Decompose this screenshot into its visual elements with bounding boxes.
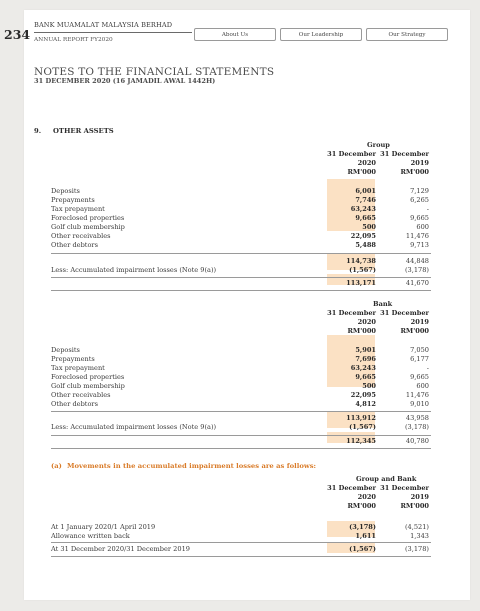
table-cell-2019: 7,050 [410, 346, 429, 354]
table-cell-2020: 63,243 [350, 364, 376, 372]
table-cell-2020: 22,095 [350, 391, 376, 399]
table-row-label: Tax prepayment [51, 364, 105, 372]
table-row-label: Golf club membership [51, 382, 125, 390]
table-row-label: Tax prepayment [51, 205, 105, 213]
movement-total-label: At 31 December 2020/31 December 2019 [51, 545, 190, 553]
table-cell-2019: 1,343 [410, 532, 429, 540]
table-cell-2020: 63,243 [350, 205, 376, 213]
table-row-label: Other receivables [51, 391, 111, 399]
table-cell-2019: 600 [416, 382, 429, 390]
group-less-2020: (1,567) [349, 266, 376, 274]
group-entity-header: Group [367, 141, 390, 149]
group-total-2020: 113,171 [346, 279, 376, 287]
bank-col1-unit: RM'000 [347, 327, 376, 335]
movement-col2-line1: 31 December [380, 484, 429, 492]
page-title: NOTES TO THE FINANCIAL STATEMENTS [34, 66, 275, 78]
bank-less-2019: (3,178) [404, 423, 429, 431]
bank-subtotal-2020: 113,912 [346, 414, 376, 422]
bank-col2-unit: RM'000 [400, 327, 429, 335]
table-cell-2020: 9,665 [355, 373, 376, 381]
group-total-2019: 41,670 [405, 279, 429, 287]
bank-total-2020: 112,345 [346, 437, 376, 445]
table-row-label: Allowance written back [51, 532, 130, 540]
report-name: ANNUAL REPORT FY2020 [34, 37, 113, 43]
nav-about-us-button[interactable]: About Us [194, 28, 276, 41]
group-less-2019: (3,178) [404, 266, 429, 274]
movement-col1-unit: RM'000 [347, 502, 376, 510]
group-subtotal-2019: 44,848 [405, 257, 429, 265]
group-col2-line1: 31 December [380, 150, 429, 158]
group-end-rule [51, 290, 431, 291]
group-total-rule [51, 277, 431, 278]
group-subtotal-2020: 114,738 [346, 257, 376, 265]
bank-subtotal-rule [51, 411, 431, 412]
bank-col1-line1: 31 December [327, 309, 376, 317]
bank-total-rule [51, 435, 431, 436]
table-cell-2019: (4,521) [404, 523, 429, 531]
bank-col1-year: 2020 [357, 318, 376, 326]
table-row-label: Foreclosed properties [51, 214, 125, 222]
table-cell-2020: 1,611 [355, 532, 376, 540]
table-cell-2020: 500 [362, 223, 376, 231]
page-subtitle: 31 DECEMBER 2020 (16 JAMADIL AWAL 1442H) [34, 77, 216, 85]
header-divider [34, 32, 192, 33]
table-row-label: Other receivables [51, 232, 111, 240]
bank-col2-line1: 31 December [380, 309, 429, 317]
bank-less-2020: (1,567) [349, 423, 376, 431]
group-less-label: Less: Accumulated impairment losses (Note 9(a)) [51, 266, 217, 274]
table-row-label: Other debtors [51, 400, 98, 408]
table-cell-2019: 9,010 [410, 400, 429, 408]
bank-col2-year: 2019 [410, 318, 429, 326]
movement-total-rule [51, 542, 431, 543]
group-col2-year: 2019 [410, 159, 429, 167]
bank-end-rule [51, 448, 431, 449]
group-col1-line1: 31 December [327, 150, 376, 158]
table-row-label: Deposits [51, 187, 80, 195]
movement-col2-unit: RM'000 [400, 502, 429, 510]
table-cell-2019: 6,265 [410, 196, 429, 204]
page-number: 234 [4, 27, 31, 42]
table-cell-2020: 5,488 [355, 241, 376, 249]
nav-our-strategy-button[interactable]: Our Strategy [366, 28, 448, 41]
table-cell-2020: 5,901 [355, 346, 376, 354]
group-col2-unit: RM'000 [400, 168, 429, 176]
table-cell-2019: 7,129 [410, 187, 429, 195]
table-cell-2019: 9,665 [410, 373, 429, 381]
table-row-label: Prepayments [51, 196, 95, 204]
group-subtotal-rule [51, 253, 431, 254]
bank-entity-header: Bank [373, 300, 393, 308]
table-cell-2020: 500 [362, 382, 376, 390]
table-row-label: Prepayments [51, 355, 95, 363]
table-row-label: At 1 January 2020/1 April 2019 [51, 523, 156, 531]
table-cell-2020: 6,001 [355, 187, 376, 195]
report-page [24, 10, 470, 600]
table-cell-2019: - [426, 364, 429, 372]
bank-less-label: Less: Accumulated impairment losses (Note 9(a)) [51, 423, 217, 431]
movement-col2-year: 2019 [410, 493, 429, 501]
table-cell-2020: 4,812 [355, 400, 376, 408]
nav-our-leadership-button[interactable]: Our Leadership [280, 28, 362, 41]
table-cell-2019: 600 [416, 223, 429, 231]
bank-total-2019: 40,780 [405, 437, 429, 445]
table-cell-2019: 11,476 [405, 232, 429, 240]
table-cell-2020: 7,746 [355, 196, 376, 204]
table-row-label: Golf club membership [51, 223, 125, 231]
table-row-label: Foreclosed properties [51, 373, 125, 381]
movement-end-rule [51, 556, 431, 557]
table-cell-2019: 9,713 [410, 241, 429, 249]
note-a-label: (a) [51, 462, 62, 470]
table-cell-2020: 7,696 [355, 355, 376, 363]
table-cell-2020: 9,665 [355, 214, 376, 222]
table-row-label: Other debtors [51, 241, 98, 249]
movement-entity-header: Group and Bank [356, 475, 417, 483]
table-cell-2020: (3,178) [349, 523, 376, 531]
table-cell-2019: 9,665 [410, 214, 429, 222]
movement-total-2019: (3,178) [404, 545, 429, 553]
table-row-label: Deposits [51, 346, 80, 354]
bank-subtotal-2019: 43,958 [405, 414, 429, 422]
section-number: 9. [34, 127, 42, 135]
movement-total-2020: (1,567) [349, 545, 376, 553]
section-title: OTHER ASSETS [53, 127, 114, 135]
movement-col1-line1: 31 December [327, 484, 376, 492]
table-cell-2020: 22,095 [350, 232, 376, 240]
movement-col1-year: 2020 [357, 493, 376, 501]
group-col1-unit: RM'000 [347, 168, 376, 176]
table-cell-2019: 11,476 [405, 391, 429, 399]
table-cell-2019: 6,177 [410, 355, 429, 363]
note-a-title: Movements in the accumulated impairment losses are as follows: [67, 462, 317, 470]
table-cell-2019: - [426, 205, 429, 213]
group-col1-year: 2020 [357, 159, 376, 167]
bank-name: BANK MUAMALAT MALAYSIA BERHAD [34, 21, 173, 29]
